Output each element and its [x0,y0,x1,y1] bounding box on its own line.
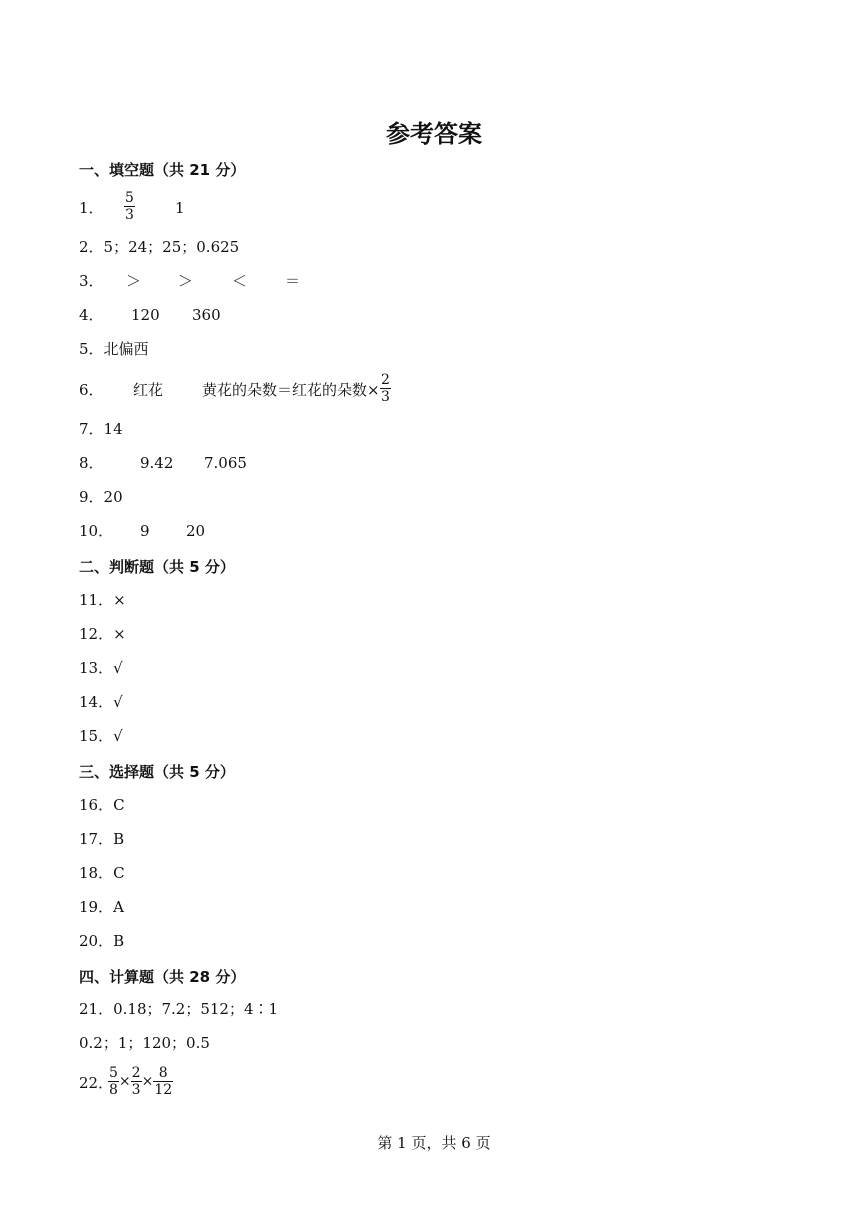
answer-3-value-3: ＜ [232,272,248,290]
answer-3-label: 3． [79,272,104,290]
answer-17 [79,829,124,849]
fraction-denominator: 3 [125,207,134,223]
answer-10-label: 10． [79,522,114,540]
answer-9-label: 9． [79,488,104,506]
fraction [108,1065,119,1098]
answer-11-label: 11． [79,591,114,609]
answer-15-label: 15． [79,727,114,745]
answer-5 [79,339,149,359]
answer-7-label: 7． [79,420,104,438]
answer-10-value-2: 20 [186,522,206,540]
answer-6-value-1: 红花 [133,381,164,399]
answer-7 [79,419,123,439]
answer-18-label: 18． [79,864,114,882]
answer-19 [79,897,124,917]
section-calculation: 四、计算题（共 28 分） [79,968,246,986]
answer-20-label: 20． [79,932,114,950]
answer-4-value-1: 120 [131,306,160,324]
answer-3-value-1: ＞ [126,272,142,290]
page-title: 参考答案 [386,120,482,148]
answer-8-label: 8． [79,454,104,472]
answer-11 [79,590,126,610]
fraction-denominator: 8 [109,1082,118,1098]
answer-9-value: 20 [103,488,123,506]
answer-3-value-4: ＝ [285,272,301,290]
answer-20 [79,931,124,951]
answer-12-value: × [113,625,126,643]
answer-8-value-2: 7.065 [204,454,247,472]
answer-14-label: 14． [79,693,114,711]
section-multiple-choice: 三、选择题（共 5 分） [79,763,235,781]
fraction-numerator: 5 [125,190,134,206]
section-fill-in-blank: 一、填空题（共 21 分） [79,161,246,179]
fraction-denominator: 12 [154,1082,173,1098]
answer-5-value: 北偏西 [103,340,149,358]
answer-1-value: 1 [175,199,185,217]
answer-11-value: × [113,591,126,609]
answer-17-value: B [113,830,125,848]
answer-1-label: 1． [79,199,104,217]
fraction-numerator: 8 [158,1065,168,1081]
answer-6-label: 6． [79,381,104,399]
fraction [153,1065,173,1098]
fraction-numerator: 2 [131,1065,141,1081]
answer-18-value: C [113,864,125,882]
answer-8-value-1: 9.42 [140,454,174,472]
answer-22-label: 22． [79,1074,114,1092]
answer-16-label: 16． [79,796,114,814]
answer-2-label: 2． [79,238,104,256]
answer-4-value-2: 360 [192,306,221,324]
answer-14-value: √ [113,693,123,711]
answer-10-value-1: 9 [140,522,150,540]
fraction-numerator: 5 [109,1065,118,1081]
answer-13-label: 13． [79,659,114,677]
answer-2 [79,237,239,257]
fraction [131,1065,142,1098]
answer-16 [79,795,125,815]
answer-13-value: √ [113,659,123,677]
fraction [380,372,391,405]
answer-14 [79,692,123,712]
answer-18 [79,863,125,883]
answer-19-label: 19． [79,898,114,916]
answer-15 [79,726,123,746]
answer-19-value: A [113,898,124,916]
answer-21-label: 21． [79,1000,114,1018]
answer-15-value: √ [113,727,123,745]
answer-6-value-2: 黄花的朵数＝红花的朵数× [202,381,380,399]
answer-4-label: 4． [79,306,104,324]
fraction [124,190,135,223]
answer-9 [79,487,123,507]
page-footer: 第 1 页，共 6 页 [377,1134,491,1152]
answer-21-value: 0.18；7.2；512；4∶1 [113,1000,279,1018]
answer-21-line-2: 0.2；1；120；0.5 [79,1034,210,1052]
answer-21 [79,999,278,1019]
answer-20-value: B [113,932,125,950]
fraction-denominator: 3 [131,1082,141,1098]
answer-5-label: 5． [79,340,104,358]
answer-16-value: C [113,796,125,814]
answer-12-label: 12． [79,625,114,643]
answer-7-value: 14 [103,420,123,438]
fraction-numerator: 2 [381,372,390,388]
answer-2-value: 5；24；25；0.625 [103,238,240,256]
multiply-sign: × [141,1073,154,1090]
answer-13 [79,658,123,678]
answer-17-label: 17． [79,830,114,848]
section-true-false: 二、判断题（共 5 分） [79,558,235,576]
fraction-denominator: 3 [381,389,390,405]
answer-12 [79,624,126,644]
multiply-sign: × [118,1073,131,1090]
answer-3-value-2: ＞ [178,272,194,290]
